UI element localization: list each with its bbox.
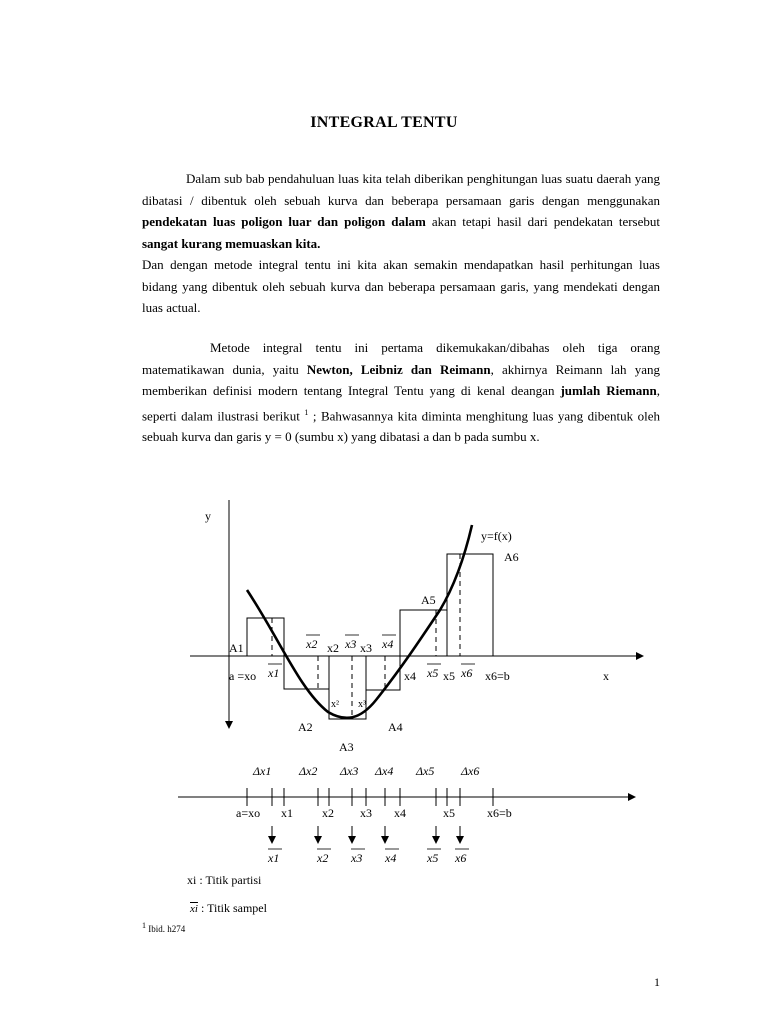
rect-a6 — [447, 554, 493, 656]
y-axis-label: y — [205, 509, 211, 523]
graph-sample-x3: x3 — [345, 637, 357, 651]
delta-x6: Δx6 — [461, 764, 480, 778]
page-title: INTEGRAL TENTU — [310, 114, 458, 131]
legend-sampel — [190, 901, 267, 916]
partition-x2: x2 — [327, 641, 339, 655]
x-axis-label: x — [603, 669, 609, 683]
paragraph-3-text-a: Metode integral tentu ini pertama dikemukakan/dibahas oleh tiga orang matematikawan dunia, yaitu — [142, 340, 660, 377]
point-a: a=xo — [236, 806, 261, 820]
partition-x4: x4 — [404, 669, 416, 683]
a-label: a =xo — [229, 669, 257, 683]
area-label-a6: A6 — [504, 550, 519, 564]
nl-sample-x1: x1 — [268, 851, 280, 865]
nl-sample-x4: x4 — [385, 851, 397, 865]
graph-sample-x1: x1 — [268, 666, 280, 680]
b-label: x6=b — [485, 669, 510, 683]
footnote-mark: 1 — [142, 921, 146, 930]
point-b: x6=b — [487, 806, 512, 820]
paragraph-1-text-b: akan tetapi hasil dari pendekatan tersebut — [425, 214, 660, 229]
paragraph-3-text-b: , akhirnya Reimann lah yang memberikan definisi modern tentang Integral Tentu yang di kenal deangan — [142, 361, 660, 398]
small-label-x2: x² — [331, 699, 339, 710]
point-x2: x2 — [322, 806, 334, 820]
graph-sample-x4: x4 — [382, 637, 394, 651]
delta-x1: Δx1 — [253, 764, 272, 778]
point-x4: x4 — [394, 806, 406, 820]
curve-label: y=f(x) — [481, 529, 512, 543]
curve-f — [247, 525, 472, 718]
point-x5: x5 — [443, 806, 455, 820]
area-label-a4: A4 — [388, 720, 403, 734]
paragraph-1-bold-a: pendekatan luas poligon luar dan poligon dalam — [142, 214, 426, 229]
nl-sample-x3: x3 — [351, 851, 363, 865]
delta-x5: Δx5 — [416, 764, 435, 778]
area-label-a2: A2 — [298, 720, 313, 734]
rect-a2 — [284, 656, 329, 689]
footnote-ref: 1 — [304, 407, 309, 417]
partition-x5: x5 — [443, 669, 455, 683]
area-label-a1: A1 — [229, 641, 244, 655]
point-x3: x3 — [360, 806, 372, 820]
legend-partisi-text: : Titik partisi — [199, 873, 262, 887]
paragraph-1-bold-b: sangat kurang memuaskan kita. — [142, 235, 321, 251]
footnote-text: Ibid. h274 — [148, 924, 186, 934]
graph-sample-x2: x2 — [306, 637, 318, 651]
legend-sampel-symbol: $\overline{xi}$ — [190, 903, 198, 915]
nl-sample-x6: x6 — [455, 851, 467, 865]
nl-sample-x5: x5 — [427, 851, 439, 865]
paragraph-3-text-d: ; Bahwasannya kita diminta menghitung luas yang dibentuk oleh sebuah kurva dan garis y = 0 (sumbu x) yang dibatasi a dan b pada sumbu x. — [142, 407, 661, 445]
sample-arrows — [272, 826, 460, 843]
legend-sampel-text: : Titik sampel — [200, 901, 267, 915]
point-x1: x1 — [281, 806, 293, 820]
paragraph-3-bold-a: Newton, Leibniz dan Reimann — [306, 361, 491, 377]
small-label-x3: x³ — [358, 699, 366, 710]
legend-partisi-symbol: xi — [187, 873, 197, 887]
area-label-a5: A5 — [421, 593, 436, 607]
paragraph-2: Dan dengan metode integral tentu ini kita akan semakin mendapatkan hasil perhitungan luas bidang yang dibentuk oleh sebuah kurva dan beberapa persamaan garis, yang mendekati dengan luas actual. — [142, 257, 660, 315]
delta-labels — [252, 764, 479, 778]
partition-x3: x3 — [360, 641, 372, 655]
nl-sample-x2: x2 — [317, 851, 329, 865]
graph-sample-x6: x6 — [461, 666, 473, 680]
paragraph-1-text-a: Dalam sub bab pendahuluan luas kita telah diberikan penghitungan luas suatu daerah yang dibatasi / dibentuk oleh sebuah kurva dan beberapa persamaan garis dengan menggunakan — [142, 171, 660, 208]
footnote — [142, 921, 185, 934]
paragraph-3-bold-b: jumlah Riemann — [560, 383, 657, 398]
legend-partisi — [187, 873, 261, 888]
numberline-samples — [267, 849, 469, 865]
page-number: 1 — [654, 975, 660, 989]
area-label-a3: A3 — [339, 740, 354, 754]
paragraph-3-text-c: , seperti dalam ilustrasi berikut — [142, 383, 660, 423]
delta-x4: Δx4 — [375, 764, 394, 778]
rect-a1 — [247, 618, 284, 656]
delta-x2: Δx2 — [299, 764, 318, 778]
delta-x3: Δx3 — [340, 764, 359, 778]
graph-sample-x5: x5 — [427, 666, 439, 680]
